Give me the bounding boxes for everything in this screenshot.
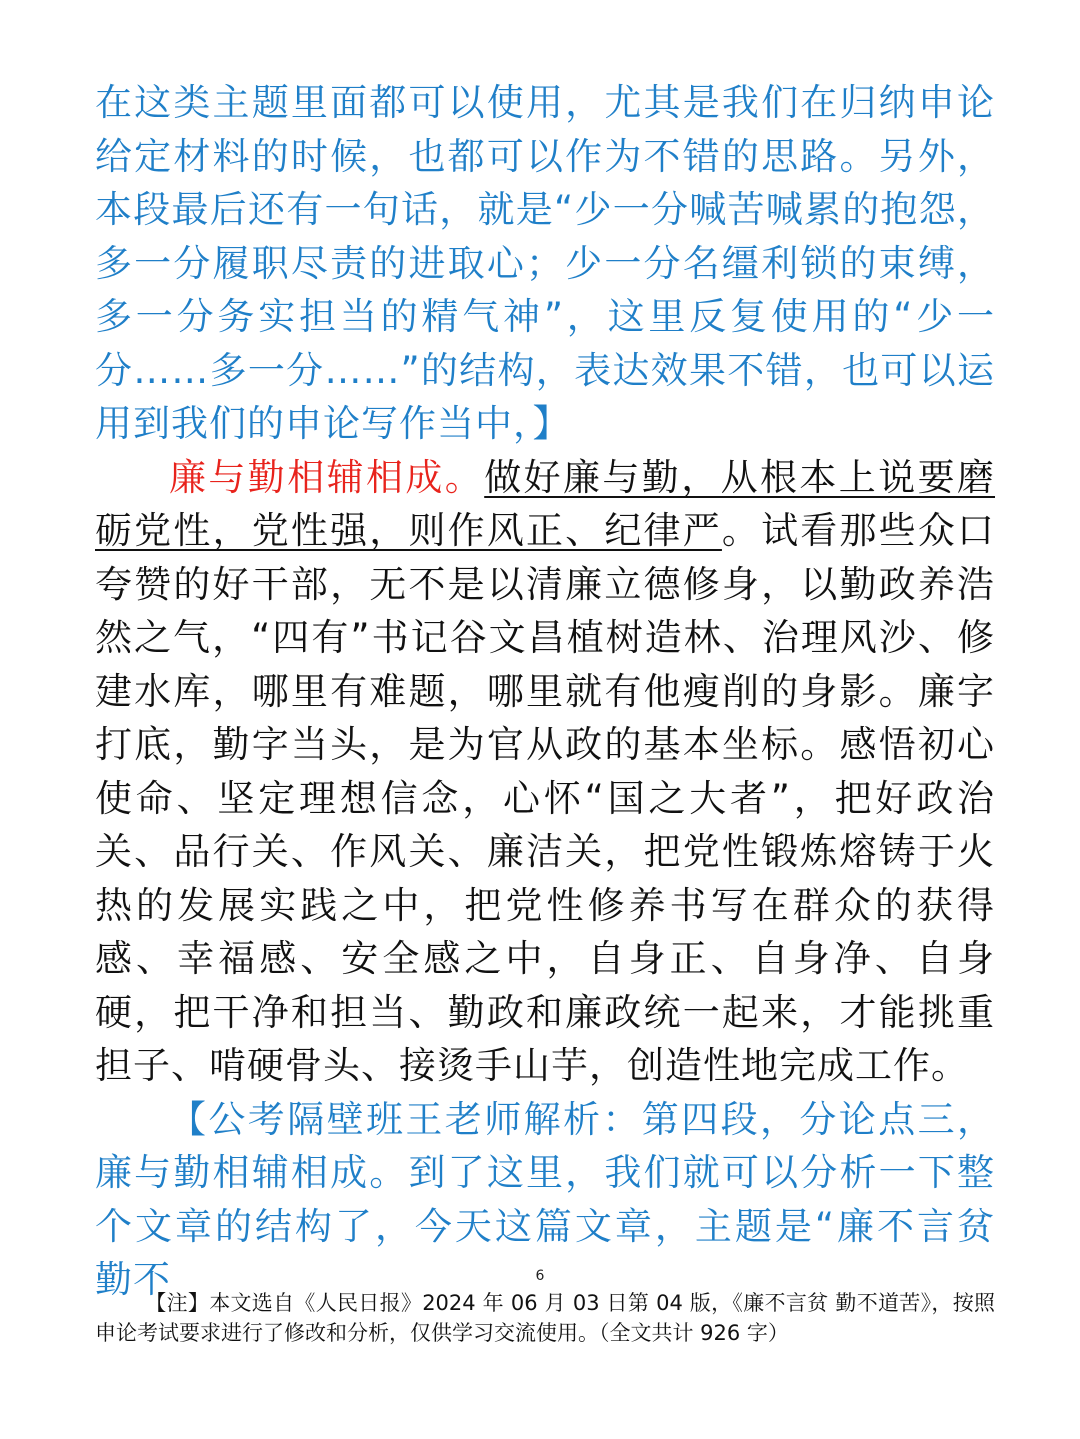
document-body xyxy=(95,76,995,1307)
analysis-text-2: 【公考隔壁班王老师解析：第四段，分论点三，廉与勤相辅相成。到了这里，我们就可以分析一下整个文章的结构了，今天这篇文章，主题是“廉不言贫 勤不 xyxy=(95,1097,995,1301)
footnote xyxy=(95,1288,995,1348)
article-paragraph xyxy=(95,451,995,1093)
page-number: 6 xyxy=(535,1268,545,1284)
analysis-paragraph-continued xyxy=(95,76,995,451)
underlined-key-sentence: 做好廉与勤，从根本上说要磨砺党性，党性强，则作风正、纪律严 xyxy=(95,455,996,552)
section-heading: 廉与勤相辅相成。 xyxy=(169,455,485,499)
analysis-text: 在这类主题里面都可以使用，尤其是我们在归纳申论给定材料的时候，也都可以作为不错的思路。另外，本段最后还有一句话，就是“少一分喊苦喊累的抱怨，多一分履职尽责的进取心；少一分名缰利锁的束缚，多一分务实担当的精气神”，这里反复使用的“少一分……多一分……”的结构，表达效果不错，也可以运用到我们的申论写作当中，】 xyxy=(95,81,995,445)
article-text: 。试看那些众口夸赞的好干部，无不是以清廉立德修身，以勤政养浩然之气，“四有”书记谷文昌植树造林、治理风沙、修建水库，哪里有难题，哪里就有他瘦削的身影。廉字打底，勤字当头，是为官从政的基本坐标。感悟初心使命、坚定理想信念，心怀“国之大者”，把好政治关、品行关、作风关、廉洁关，把党性锻炼熔铸于火热的发展实践之中，把党性修养书写在群众的获得感、幸福感、安全感之中，自身正、自身净、自身硬，把干净和担当、勤政和廉政统一起来，才能挑重担子、啃硬骨头、接烫手山芋，创造性地完成工作。 xyxy=(95,509,996,1087)
footnote-text: 【注】本文选自《人民日报》2024 年 06 月 03 日第 04 版，《廉不言贫 勤不道苦》，按照申论考试要求进行了修改和分析，仅供学习交流使用。（全文共计 926 字） xyxy=(95,1291,995,1345)
